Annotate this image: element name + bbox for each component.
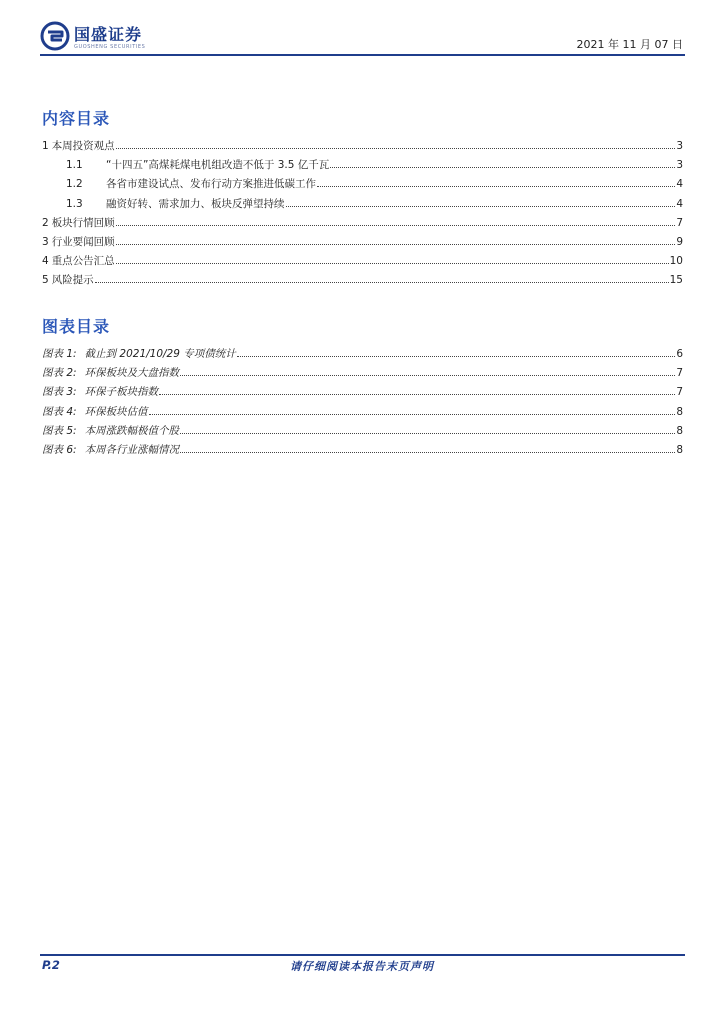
page-number: P.2	[42, 958, 60, 972]
toc-entry-page: 4	[676, 197, 683, 210]
dot-leader	[317, 185, 675, 187]
figure-entry-label: 图表 4:	[42, 405, 77, 418]
figure-entry-title: 本周涨跌幅极值个股	[84, 424, 180, 437]
dot-leader	[149, 413, 676, 415]
dot-leader	[116, 224, 676, 226]
figure-entry-page: 6	[676, 348, 683, 360]
toc-entry-page: 9	[676, 235, 683, 248]
dot-leader	[330, 166, 675, 168]
toc-entry[interactable]	[42, 195, 683, 214]
toc-entry-title: 融资好转、需求加力、板块反弹望持续	[106, 197, 285, 210]
dot-leader	[180, 451, 675, 453]
toc-entry-number: 3	[42, 235, 49, 248]
toc-entry-title: 板块行情回顾	[51, 216, 115, 229]
page-header	[40, 22, 685, 54]
figure-entry-page: 8	[676, 405, 683, 418]
toc-entry[interactable]	[42, 175, 683, 194]
figure-entry-page: 8	[676, 424, 683, 437]
toc-entry-title: 本周投资观点	[51, 140, 115, 152]
toc-entry-page: 10	[669, 255, 683, 268]
report-date: 2021 年 11 月 07 日	[576, 38, 683, 51]
figure-entry-title: 环保板块及大盘指数	[84, 367, 180, 380]
toc-entry-number: 1.3	[66, 197, 83, 210]
contents-list	[42, 137, 683, 291]
figure-entry-title: 环保板块估值	[84, 405, 148, 418]
dot-leader	[95, 281, 669, 283]
dot-leader	[116, 147, 676, 149]
figure-entry-label: 图表 3:	[42, 386, 77, 399]
company-name-en: GUOSHENG SECURITIES	[74, 43, 146, 50]
figure-entry-page: 8	[676, 443, 683, 456]
figure-entry-title: 环保子板块指数	[84, 386, 159, 399]
toc-entry[interactable]	[42, 156, 683, 175]
figure-entry-label: 图表 6:	[42, 443, 77, 456]
dot-leader	[286, 205, 676, 207]
figure-entry-label: 图表 2:	[42, 367, 77, 380]
toc-entry-number: 5	[42, 274, 49, 287]
company-logo	[40, 22, 145, 54]
figure-entry-page: 7	[676, 386, 683, 399]
toc-entry[interactable]	[42, 233, 683, 252]
contents-title: 内容目录	[42, 109, 111, 128]
company-name-cn: 国盛证券	[74, 24, 143, 44]
header-divider	[40, 54, 685, 56]
toc-entry-title: 风险提示	[51, 274, 94, 287]
dot-leader	[159, 393, 675, 395]
toc-entry-number: 4	[42, 255, 49, 268]
toc-entry-title: “十四五”高煤耗煤电机组改造不低于 3.5 亿千瓦	[106, 159, 330, 172]
figure-entry[interactable]	[42, 422, 683, 441]
toc-entry[interactable]	[42, 137, 683, 156]
disclaimer-note: 请仔细阅读本报告末页声明	[290, 960, 434, 973]
figures-list	[42, 345, 683, 460]
footer-divider	[40, 954, 685, 956]
figure-entry[interactable]	[42, 403, 683, 422]
toc-entry-title: 重点公告汇总	[51, 255, 115, 268]
figure-entry-label: 图表 5:	[42, 424, 77, 437]
toc-entry-number: 1	[42, 140, 49, 152]
figure-entry-title: 本周各行业涨幅情况	[84, 443, 180, 456]
toc-entry-page: 15	[669, 274, 683, 287]
toc-entry-title: 行业要闻回顾	[51, 235, 115, 248]
toc-entry-page: 3	[676, 140, 683, 152]
toc-entry-number: 2	[42, 216, 49, 229]
dot-leader	[180, 432, 675, 434]
figure-entry[interactable]	[42, 441, 683, 460]
toc-entry[interactable]	[42, 252, 683, 271]
figure-entry[interactable]	[42, 345, 683, 364]
figure-entry[interactable]	[42, 364, 683, 383]
toc-entry-page: 4	[676, 178, 683, 191]
toc-entry[interactable]	[42, 271, 683, 290]
toc-entry[interactable]	[42, 214, 683, 233]
guosheng-logo-icon	[40, 21, 70, 55]
toc-entry-number: 1.2	[66, 178, 83, 191]
figure-entry-title: 截止到 2021/10/29 专项债统计	[84, 348, 236, 360]
toc-entry-page: 7	[676, 216, 683, 229]
toc-entry-title: 各省市建设试点、发布行动方案推进低碳工作	[106, 178, 316, 191]
dot-leader	[116, 243, 676, 245]
dot-leader	[237, 355, 676, 357]
figures-title: 图表目录	[42, 317, 111, 336]
figure-entry-page: 7	[676, 367, 683, 380]
toc-entry-page: 3	[676, 159, 683, 172]
figure-entry[interactable]	[42, 383, 683, 402]
figure-entry-label: 图表 1:	[42, 348, 77, 360]
dot-leader	[116, 262, 669, 264]
toc-entry-number: 1.1	[66, 159, 83, 172]
dot-leader	[180, 374, 675, 376]
